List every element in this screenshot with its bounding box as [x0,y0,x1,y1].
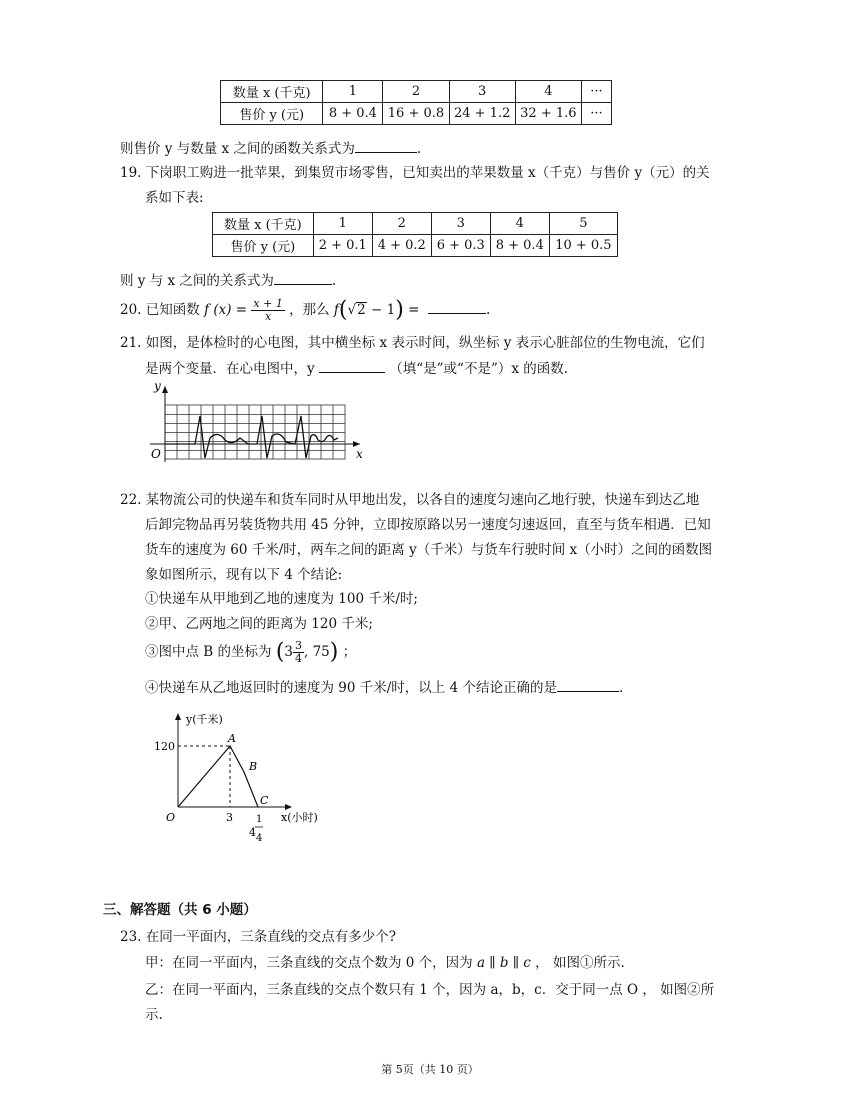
table-cell: 10 + 0.5 [549,235,617,257]
table-cell: ··· [581,81,611,103]
table-cell: 数量 x (千克) [221,81,323,103]
table-cell: ··· [581,103,611,125]
origin-label: O [151,447,161,461]
q21-line2: 是两个变量．在心电图中，y （填“是”或“不是”）x 的函数. [145,358,568,379]
x-tick2-whole: 4 [249,826,256,839]
q22-line2: 后卸完物品再另装货物共用 45 分钟，立即按原路以另一速度匀速返回，直至与货车相遇．已知 [145,517,711,533]
q20-line: 20. 已知函数 f (x) = $\frac{x + 1}{x}$ ，那么 f(√2 − 1) = . [120,297,491,323]
table-cell: 24 + 1.2 [449,103,515,125]
q23-yi-line1: 乙：在同一平面内，三条直线的交点个数只有 1 个，因为 a，b，c．交于同一点 O ， 如图②所 [145,982,715,998]
table-cell: 售价 y (元) [221,103,323,125]
table-cell: 3 [431,213,490,235]
q19-line1: 19. 下岗职工购进一批苹果，到集贸市场零售，已知卖出的苹果数量 x（千克）与售价 y（元）的关 [120,165,710,181]
table-cell: 4 + 0.2 [372,235,431,257]
x-axis-arrow [285,804,292,810]
table-row [213,213,618,235]
q23-jia: 甲：在同一平面内，三条直线的交点个数为 0 个，因为 a ∥ b ∥ c ， 如图①所示. [145,955,625,971]
table-cell: 2 [372,213,431,235]
point-a-label: A [228,732,236,745]
table-cell: 32 + 1.6 [515,103,581,125]
table-cell: 2 [383,81,449,103]
table-row [221,81,612,103]
table-cell: 8 + 0.4 [323,103,383,125]
section-heading: 三、解答题（共 6 小题） [103,902,257,918]
ecg-waveform [165,416,338,458]
table-cell: 1 [313,213,372,235]
table-cell: 4 [490,213,549,235]
graph-line [178,746,258,807]
y-axis-label: y [154,379,161,393]
distance-time-graph [150,705,340,855]
q19-answer-line: 则 y 与 x 之间的关系式为 . [120,270,336,291]
table-cell: 数量 x (千克) [213,213,314,235]
fraction: $\frac{3}{4}$ [295,639,302,665]
point-b-label: B [249,760,258,773]
q22-line1: 22. 某物流公司的快递车和货车同时从甲地出发，以各自的速度匀速向乙地行驶，快递车到达乙地 [120,492,700,508]
fraction: $\frac{x + 1}{x}$ [253,297,283,323]
price-table-q19 [212,212,618,257]
q22-conclusion-3: ③图中点 B 的坐标为 (3 $\frac{3}{4}$ , 75) ； [145,639,357,665]
answer-blank[interactable] [319,358,385,373]
y-axis-arrow [162,386,168,393]
origin-label: O [166,811,176,824]
x-tick2-den: 4 [256,833,263,844]
table-cell: 6 + 0.3 [431,235,490,257]
q18-answer-line: 则售价 y 与数量 x 之间的函数关系式为 . [120,138,421,159]
table-cell: 8 + 0.4 [490,235,549,257]
q22-conclusion-4: ④快递车从乙地返回时的速度为 90 千米/时，以上 4 个结论正确的是 . [145,677,623,698]
page-footer: 第 5页（共 10 页） [381,1063,479,1076]
q19-line2: 系如下表: [145,190,204,206]
q22-line3: 货车的速度为 60 千米/时，两车之间的距离 y（千米）与货车行驶时间 x（小时）之间的函数图 [145,542,713,558]
x-axis-label: x [356,447,363,461]
table-cell: 1 [323,81,383,103]
ecg-figure [140,378,370,466]
x-tick-label: 3 [226,811,233,824]
q22-conclusion-2: ②甲、乙两地之间的距离为 120 千米; [145,616,373,632]
y-axis-arrow [175,713,181,720]
table-cell: 4 [515,81,581,103]
x-axis-label: x(小时) [281,811,318,824]
ecg-grid [165,405,345,459]
table-row [221,103,612,125]
x-tick2-num: 1 [256,814,263,825]
q22-conclusion-1: ①快递车从甲地到乙地的速度为 100 千米/时; [145,591,418,607]
q22-line4: 象如图所示，现有以下 4 个结论: [145,567,343,583]
table-cell: 5 [549,213,617,235]
table-row [213,235,618,257]
table-cell: 2 + 0.1 [313,235,372,257]
answer-blank[interactable] [274,270,332,285]
y-tick-label: 120 [154,740,175,753]
y-axis-label: y(千米) [186,713,223,726]
table-cell: 3 [449,81,515,103]
q23-question: 23. 在同一平面内，三条直线的交点有多少个? [120,929,396,945]
answer-blank[interactable] [557,677,619,692]
q23-yi-line2: 示. [145,1007,163,1023]
answer-blank[interactable] [428,299,486,314]
table-cell: 售价 y (元) [213,235,314,257]
answer-blank[interactable] [355,138,417,153]
table-cell: 16 + 0.8 [383,103,449,125]
q21-line1: 21. 如图，是体检时的心电图，其中横坐标 x 表示时间，纵坐标 y 表示心脏部位的生物电流，它们 [120,335,705,351]
price-table-q18 [220,80,612,125]
point-c-label: C [260,794,269,807]
